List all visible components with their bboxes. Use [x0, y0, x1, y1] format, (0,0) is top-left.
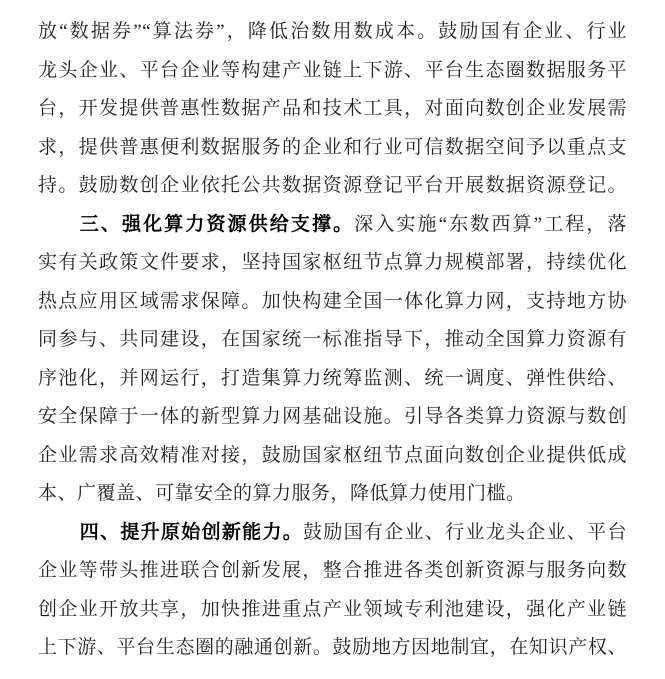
section-3-body-start: 深入实施“东数西算”工程，落	[354, 213, 627, 235]
body-line: 放“数据券”“算法券”，降低治数用数成本。鼓励国有企业、行业	[38, 21, 627, 42]
body-line: 热点应用区域需求保障。加快构建全国一体化算力网，支持地方协	[38, 290, 627, 312]
body-line: 上下游、平台生态圈的融通创新。鼓励地方因地制宜，在知识产权、	[38, 637, 627, 658]
section-4-body-start: 鼓励国有企业、行业龙头企业、平台	[303, 521, 627, 543]
body-line: 求，提供普惠便利数据服务的企业和行业可信数据空间予以重点支	[38, 136, 627, 158]
section-3-heading: 三、强化算力资源供给支撑。	[79, 213, 355, 235]
body-line: 序池化，并网运行，打造集算力统筹监测、统一调度、弹性供给、	[38, 367, 627, 389]
body-line: 同参与、共同建设，在国家统一标准指导下，推动全国算力资源有	[38, 329, 627, 350]
body-line: 企业需求高效精准对接，鼓励国家枢纽节点面向数创企业提供低成	[38, 444, 627, 466]
body-line: 龙头企业、平台企业等构建产业链上下游、平台生态圈数据服务平	[38, 59, 627, 81]
section-4-heading-line	[38, 514, 627, 553]
body-line: 安全保障于一体的新型算力网基础设施。引导各类算力资源与数创	[38, 406, 627, 427]
body-line: 企业等带头推进联合创新发展，整合推进各类创新资源与服务向数	[38, 560, 627, 581]
body-line: 本、广覆盖、可靠安全的算力服务，降低算力使用门槛。	[38, 483, 526, 504]
section-4-heading: 四、提升原始创新能力。	[79, 521, 304, 543]
body-line: 创企业开放共享，加快推进重点产业领域专利池建设，强化产业链	[38, 598, 627, 620]
body-line: 持。鼓励数创企业依托公共数据资源登记平台开展数据资源登记。	[38, 175, 627, 196]
body-line: 台，开发提供普惠性数据产品和技术工具，对面向数创企业发展需	[38, 98, 627, 119]
body-line: 实有关政策文件要求，坚持国家枢纽节点算力规模部署，持续优化	[38, 252, 627, 273]
section-3-heading-line	[38, 206, 627, 245]
